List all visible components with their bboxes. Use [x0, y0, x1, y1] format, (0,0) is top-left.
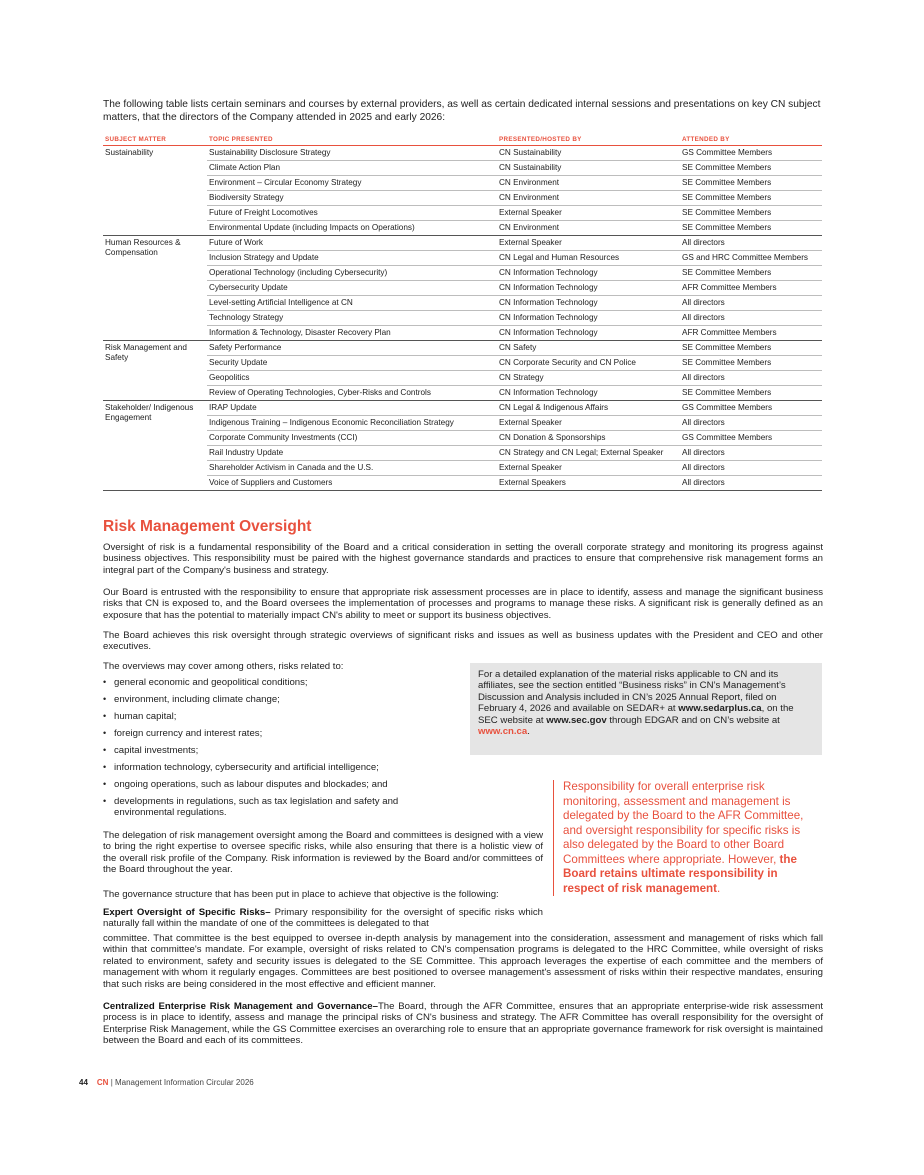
- presenter-cell: CN Information Technology: [497, 281, 680, 296]
- attendees-cell: All directors: [680, 236, 822, 251]
- paragraph-delegation: The delegation of risk management oversight among the Board and committees is designed with a view to bring the right expertise to oversee specific risks, while also ensuring that there is a holistic view of the overall risk profile of the Company. Risk information is reviewed by the Board and/or committees of the Board throughout the year.: [103, 830, 543, 876]
- topic-cell: Technology Strategy: [207, 311, 497, 326]
- list-item: • information technology, cybersecurity and artificial intelligence;: [103, 762, 379, 773]
- topic-cell: Voice of Suppliers and Customers: [207, 476, 497, 491]
- attendees-cell: SE Committee Members: [680, 386, 822, 401]
- presenter-cell: CN Information Technology: [497, 326, 680, 341]
- attendees-cell: GS Committee Members: [680, 146, 822, 161]
- attendees-cell: All directors: [680, 416, 822, 431]
- topic-cell: Future of Work: [207, 236, 497, 251]
- document-title: | Management Information Circular 2026: [108, 1078, 254, 1087]
- presenter-cell: CN Sustainability: [497, 146, 680, 161]
- attendees-cell: SE Committee Members: [680, 266, 822, 281]
- table-row: [103, 206, 822, 221]
- paragraph-strategic-overviews: The Board achieves this risk oversight through strategic overviews of significant risks and issues as well as business updates with the President and CEO and other executives.: [103, 630, 823, 653]
- presenter-cell: External Speaker: [497, 416, 680, 431]
- attendees-cell: SE Committee Members: [680, 176, 822, 191]
- attendees-cell: GS and HRC Committee Members: [680, 251, 822, 266]
- risk-disclosure-note: For a detailed explanation of the material risks applicable to CN and its affiliates, see the section entitled “Business risks” in CN’s Management’s Discussion and Analysis included in CN’s 2025 Annual Report, filed on February 4, 2026 and available on SEDAR+ at www.sedarplus.ca, on the SEC website at www.sec.gov through EDGAR and on CN’s website at www.cn.ca.: [470, 663, 822, 755]
- intro-paragraph: The following table lists certain seminars and courses by external providers, as well as certain dedicated internal sessions and presentations on key CN subject matters, that the directors of the Company attended in 2025 and early 2026:: [103, 99, 821, 123]
- table-row: [103, 176, 822, 191]
- attendees-cell: SE Committee Members: [680, 191, 822, 206]
- attendees-cell: SE Committee Members: [680, 206, 822, 221]
- presenter-cell: CN Strategy and CN Legal; External Speaker: [497, 446, 680, 461]
- attendees-cell: SE Committee Members: [680, 341, 822, 356]
- table-row: [103, 251, 822, 266]
- page-footer: [79, 1078, 254, 1087]
- table-header-row: [103, 135, 822, 146]
- topic-cell: Information & Technology, Disaster Recovery Plan: [207, 326, 497, 341]
- subject-matter-cell: Risk Management and Safety: [103, 341, 207, 401]
- column-header: TOPIC PRESENTED: [207, 135, 497, 146]
- presenter-cell: CN Donation & Sponsorships: [497, 431, 680, 446]
- paragraph-centralized-erm: Centralized Enterprise Risk Management and Governance–The Board, through the AFR Committee, ensures that an appropriate enterprise-wide risk assessment process is in place to identify, assess and manage the principal risks of CN's business and strategy. The AFR Committee has overall responsibility for the oversight of Enterprise Risk Management, while the GS Committee exercises an overarching role to ensure that an appropriate governance framework for risk oversight is maintained between the Board and each of its committees.: [103, 1001, 823, 1047]
- topic-cell: Indigenous Training – Indigenous Economic Reconciliation Strategy: [207, 416, 497, 431]
- presenter-cell: CN Environment: [497, 191, 680, 206]
- topic-cell: Shareholder Activism in Canada and the U.S.: [207, 461, 497, 476]
- presenter-cell: External Speaker: [497, 206, 680, 221]
- attendees-cell: AFR Committee Members: [680, 281, 822, 296]
- table-row: [103, 386, 822, 401]
- column-header: PRESENTED/HOSTED BY: [497, 135, 680, 146]
- attendees-cell: All directors: [680, 461, 822, 476]
- topic-cell: Cybersecurity Update: [207, 281, 497, 296]
- presenter-cell: CN Corporate Security and CN Police: [497, 356, 680, 371]
- seminars-table: [103, 135, 822, 491]
- table-row: [103, 356, 822, 371]
- pull-quote: Responsibility for overall enterprise risk monitoring, assessment and management is delegated by the Board to the AFR Committee, and oversight responsibility for specific risks is also delegated by the Board to other Board Committees where appropriate. However, the Board retains ultimate responsibility in respect of risk management.: [553, 780, 813, 896]
- paragraph-board-responsibility: Our Board is entrusted with the responsibility to ensure that appropriate risk assessment processes are in place to identify, assess and manage the significant business risks that CN is exposed to, and the Board oversees the implementation of processes and programs to manage these risks. A significant risk is generally defined as an exposure that has the potential to materially impact CN's ability to meet or support its business objectives.: [103, 587, 823, 621]
- page-number: 44: [79, 1078, 88, 1087]
- table-row: [103, 161, 822, 176]
- presenter-cell: CN Legal and Human Resources: [497, 251, 680, 266]
- table-row: [103, 446, 822, 461]
- topic-cell: Corporate Community Investments (CCI): [207, 431, 497, 446]
- paragraph-expert-oversight-cont: committee. That committee is the best equipped to oversee in-depth analysis by management into the consideration, assessment and management of risks which fall within that committee's mandate. For example, oversight of risks related to CN's compensation programs is delegated to the HRC Committee, while oversight of risks related to environment, safety and security issues is delegated to the SE Committee. This approach leverages the expertise of each committee and the members of management with whom it regularly engages. Committees are best positioned to oversee management's assessment of risks within their respective mandates, ensuring that such risks are being considered in the most effective and efficient manner.: [103, 933, 823, 990]
- topic-cell: Sustainability Disclosure Strategy: [207, 146, 497, 161]
- presenter-cell: CN Information Technology: [497, 266, 680, 281]
- presenter-cell: External Speaker: [497, 461, 680, 476]
- brand-name: CN: [96, 1078, 109, 1087]
- list-item: • human capital;: [103, 711, 177, 722]
- topic-cell: Operational Technology (including Cybersecurity): [207, 266, 497, 281]
- topic-cell: Level-setting Artificial Intelligence at CN: [207, 296, 497, 311]
- presenter-cell: CN Safety: [497, 341, 680, 356]
- table-row: [103, 416, 822, 431]
- topic-cell: IRAP Update: [207, 401, 497, 416]
- list-item: • capital investments;: [103, 745, 199, 756]
- attendees-cell: GS Committee Members: [680, 401, 822, 416]
- table-row: [103, 311, 822, 326]
- attendees-cell: SE Committee Members: [680, 161, 822, 176]
- attendees-cell: All directors: [680, 311, 822, 326]
- topic-cell: Future of Freight Locomotives: [207, 206, 497, 221]
- topic-cell: Inclusion Strategy and Update: [207, 251, 497, 266]
- topic-cell: Environment – Circular Economy Strategy: [207, 176, 497, 191]
- paragraph-governance-structure: The governance structure that has been put in place to achieve that objective is the following:: [103, 889, 499, 900]
- risk-list: [103, 677, 433, 824]
- subject-matter-cell: Human Resources & Compensation: [103, 236, 207, 341]
- presenter-cell: CN Information Technology: [497, 386, 680, 401]
- presenter-cell: CN Legal & Indigenous Affairs: [497, 401, 680, 416]
- attendees-cell: All directors: [680, 371, 822, 386]
- topic-cell: Climate Action Plan: [207, 161, 497, 176]
- link-sedar[interactable]: www.sedarplus.ca: [678, 703, 762, 715]
- list-item: • foreign currency and interest rates;: [103, 728, 263, 739]
- table-row: [103, 371, 822, 386]
- presenter-cell: External Speakers: [497, 476, 680, 491]
- column-header: ATTENDED BY: [680, 135, 822, 146]
- table-row: [103, 191, 822, 206]
- topic-cell: Biodiversity Strategy: [207, 191, 497, 206]
- attendees-cell: GS Committee Members: [680, 431, 822, 446]
- column-header: SUBJECT MATTER: [103, 135, 207, 146]
- subject-matter-cell: Stakeholder/ Indigenous Engagement: [103, 401, 207, 491]
- paragraph-expert-oversight: Expert Oversight of Specific Risks– Primary responsibility for the oversight of specific risks which naturally fall within the mandate of one of the committees is delegated to that: [103, 907, 543, 930]
- table-row: [103, 221, 822, 236]
- list-item: • developments in regulations, such as tax legislation and safety and environmental regulations.: [103, 796, 399, 819]
- table-row: [103, 296, 822, 311]
- table-row: [103, 146, 822, 161]
- attendees-cell: All directors: [680, 446, 822, 461]
- presenter-cell: External Speaker: [497, 236, 680, 251]
- presenter-cell: CN Information Technology: [497, 311, 680, 326]
- presenter-cell: CN Environment: [497, 176, 680, 191]
- table-row: [103, 401, 822, 416]
- topic-cell: Review of Operating Technologies, Cyber-Risks and Controls: [207, 386, 497, 401]
- attendees-cell: SE Committee Members: [680, 221, 822, 236]
- presenter-cell: CN Information Technology: [497, 296, 680, 311]
- section-title: Risk Management Oversight: [103, 518, 312, 535]
- attendees-cell: SE Committee Members: [680, 356, 822, 371]
- list-item: • general economic and geopolitical conditions;: [103, 677, 308, 688]
- table-row: [103, 281, 822, 296]
- table-row: [103, 326, 822, 341]
- subject-matter-cell: Sustainability: [103, 146, 207, 236]
- topic-cell: Security Update: [207, 356, 497, 371]
- list-item: • environment, including climate change;: [103, 694, 280, 705]
- table-row: [103, 461, 822, 476]
- table-row: [103, 476, 822, 491]
- presenter-cell: CN Environment: [497, 221, 680, 236]
- attendees-cell: All directors: [680, 476, 822, 491]
- table-row: [103, 266, 822, 281]
- topic-cell: Safety Performance: [207, 341, 497, 356]
- topic-cell: Environmental Update (including Impacts on Operations): [207, 221, 497, 236]
- presenter-cell: CN Strategy: [497, 371, 680, 386]
- topic-cell: Geopolitics: [207, 371, 497, 386]
- list-item: • ongoing operations, such as labour disputes and blockades; and: [103, 779, 388, 790]
- link-sec[interactable]: www.sec.gov: [546, 714, 607, 726]
- table-row: [103, 341, 822, 356]
- table-row: [103, 236, 822, 251]
- link-cn[interactable]: www.cn.ca: [478, 726, 528, 738]
- paragraph-risk-oversight: Oversight of risk is a fundamental responsibility of the Board and a critical consideration in setting the overall corporate strategy and monitoring its progress against business objectives. This responsibility must be paired with the highest governance standards and practices to ensure that comprehensive risk management forms an integral part of the Company's business and strategy.: [103, 542, 823, 576]
- attendees-cell: AFR Committee Members: [680, 326, 822, 341]
- table-row: [103, 431, 822, 446]
- topic-cell: Rail Industry Update: [207, 446, 497, 461]
- attendees-cell: All directors: [680, 296, 822, 311]
- paragraph-overviews-intro: The overviews may cover among others, risks related to:: [103, 661, 344, 672]
- presenter-cell: CN Sustainability: [497, 161, 680, 176]
